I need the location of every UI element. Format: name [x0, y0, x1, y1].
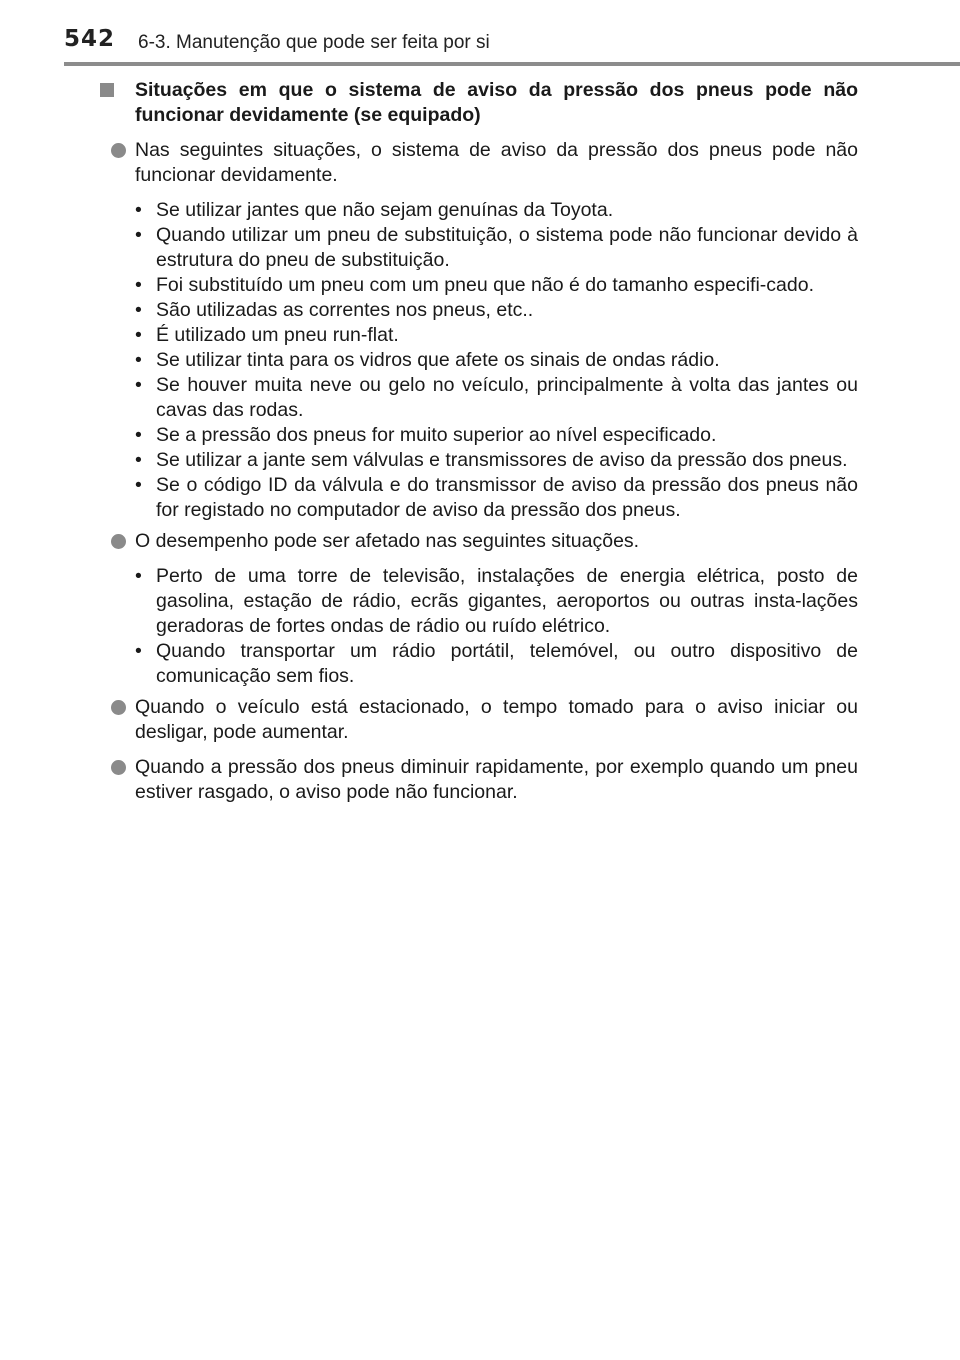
- list-item-text: Quando transportar um rádio portátil, telemóvel, ou outro dispositivo de comunicação sem fios.: [156, 640, 858, 687]
- circle-bullet-icon: [111, 760, 126, 775]
- list-item: [96, 373, 858, 423]
- bullet-list: [96, 198, 858, 523]
- bullet-list: [96, 564, 858, 689]
- list-item-text: Foi substituído um pneu com um pneu que não é do tamanho especifi-cado.: [156, 274, 814, 296]
- chapter-title: 6-3. Manutenção que pode ser feita por si: [138, 32, 490, 53]
- list-item-text: Se utilizar a jante sem válvulas e transmissores de aviso da pressão dos pneus.: [156, 449, 848, 471]
- circle-bullet-icon: [111, 534, 126, 549]
- list-item-text: Se a pressão dos pneus for muito superior ao nível especificado.: [156, 424, 717, 446]
- paragraph-text: Nas seguintes situações, o sistema de aviso da pressão dos pneus pode não funcionar devidamente.: [135, 139, 858, 186]
- list-item-text: É utilizado um pneu run-flat.: [156, 324, 399, 346]
- paragraph: [96, 529, 858, 554]
- bullet-mark: •: [135, 324, 142, 346]
- circle-bullet-icon: [111, 700, 126, 715]
- bullet-mark: •: [135, 349, 142, 371]
- page-header: [0, 0, 960, 60]
- list-item-text: Se utilizar tinta para os vidros que afete os sinais de ondas rádio.: [156, 349, 720, 371]
- paragraph-text: Quando o veículo está estacionado, o tempo tomado para o aviso iniciar ou desligar, pode aumentar.: [135, 696, 858, 743]
- list-item: [96, 448, 858, 473]
- page-number: 542: [64, 26, 116, 52]
- list-item-text: Se utilizar jantes que não sejam genuínas da Toyota.: [156, 199, 614, 221]
- paragraph-text: Quando a pressão dos pneus diminuir rapidamente, por exemplo quando um pneu estiver rasgado, o aviso pode não funcionar.: [135, 756, 858, 803]
- bullet-mark: •: [135, 449, 142, 471]
- list-item: [96, 298, 858, 323]
- list-item: [96, 473, 858, 523]
- bullet-mark: •: [135, 274, 142, 296]
- section-heading: [96, 78, 858, 128]
- section-heading-text: Situações em que o sistema de aviso da pressão dos pneus pode não funcionar devidamente (se equipado): [135, 79, 858, 126]
- list-item: [96, 423, 858, 448]
- list-item: [96, 223, 858, 273]
- bullet-mark: •: [135, 474, 142, 496]
- page-content: [96, 78, 858, 815]
- bullet-mark: •: [135, 224, 142, 246]
- paragraph: [96, 695, 858, 745]
- bullet-mark: •: [135, 299, 142, 321]
- bullet-mark: •: [135, 424, 142, 446]
- list-item-text: São utilizadas as correntes nos pneus, etc..: [156, 299, 534, 321]
- list-item: [96, 564, 858, 639]
- bullet-mark: •: [135, 374, 142, 396]
- paragraph: [96, 755, 858, 805]
- bullet-mark: •: [135, 640, 142, 662]
- bullet-mark: •: [135, 199, 142, 221]
- list-item: [96, 348, 858, 373]
- paragraph: [96, 138, 858, 188]
- list-item-text: Quando utilizar um pneu de substituição, o sistema pode não funcionar devido à estrutura do pneu de substituição.: [156, 224, 858, 271]
- header-divider: [64, 62, 960, 66]
- list-item-text: Perto de uma torre de televisão, instalações de energia elétrica, posto de gasolina, estação de rádio, ecrãs gigantes, aeroportos ou outras insta-lações geradoras de fortes ondas de rádio ou ruído elétrico.: [156, 565, 858, 637]
- circle-bullet-icon: [111, 143, 126, 158]
- list-item: [96, 639, 858, 689]
- list-item-text: Se o código ID da válvula e do transmissor de aviso da pressão dos pneus não for registado no computador de aviso da pressão dos pneus.: [156, 474, 858, 521]
- list-item: [96, 273, 858, 298]
- list-item-text: Se houver muita neve ou gelo no veículo, principalmente à volta das jantes ou cavas das rodas.: [156, 374, 858, 421]
- paragraph-text: O desempenho pode ser afetado nas seguintes situações.: [135, 530, 640, 552]
- list-item: [96, 323, 858, 348]
- list-item: [96, 198, 858, 223]
- bullet-mark: •: [135, 565, 142, 587]
- square-icon: [100, 83, 114, 97]
